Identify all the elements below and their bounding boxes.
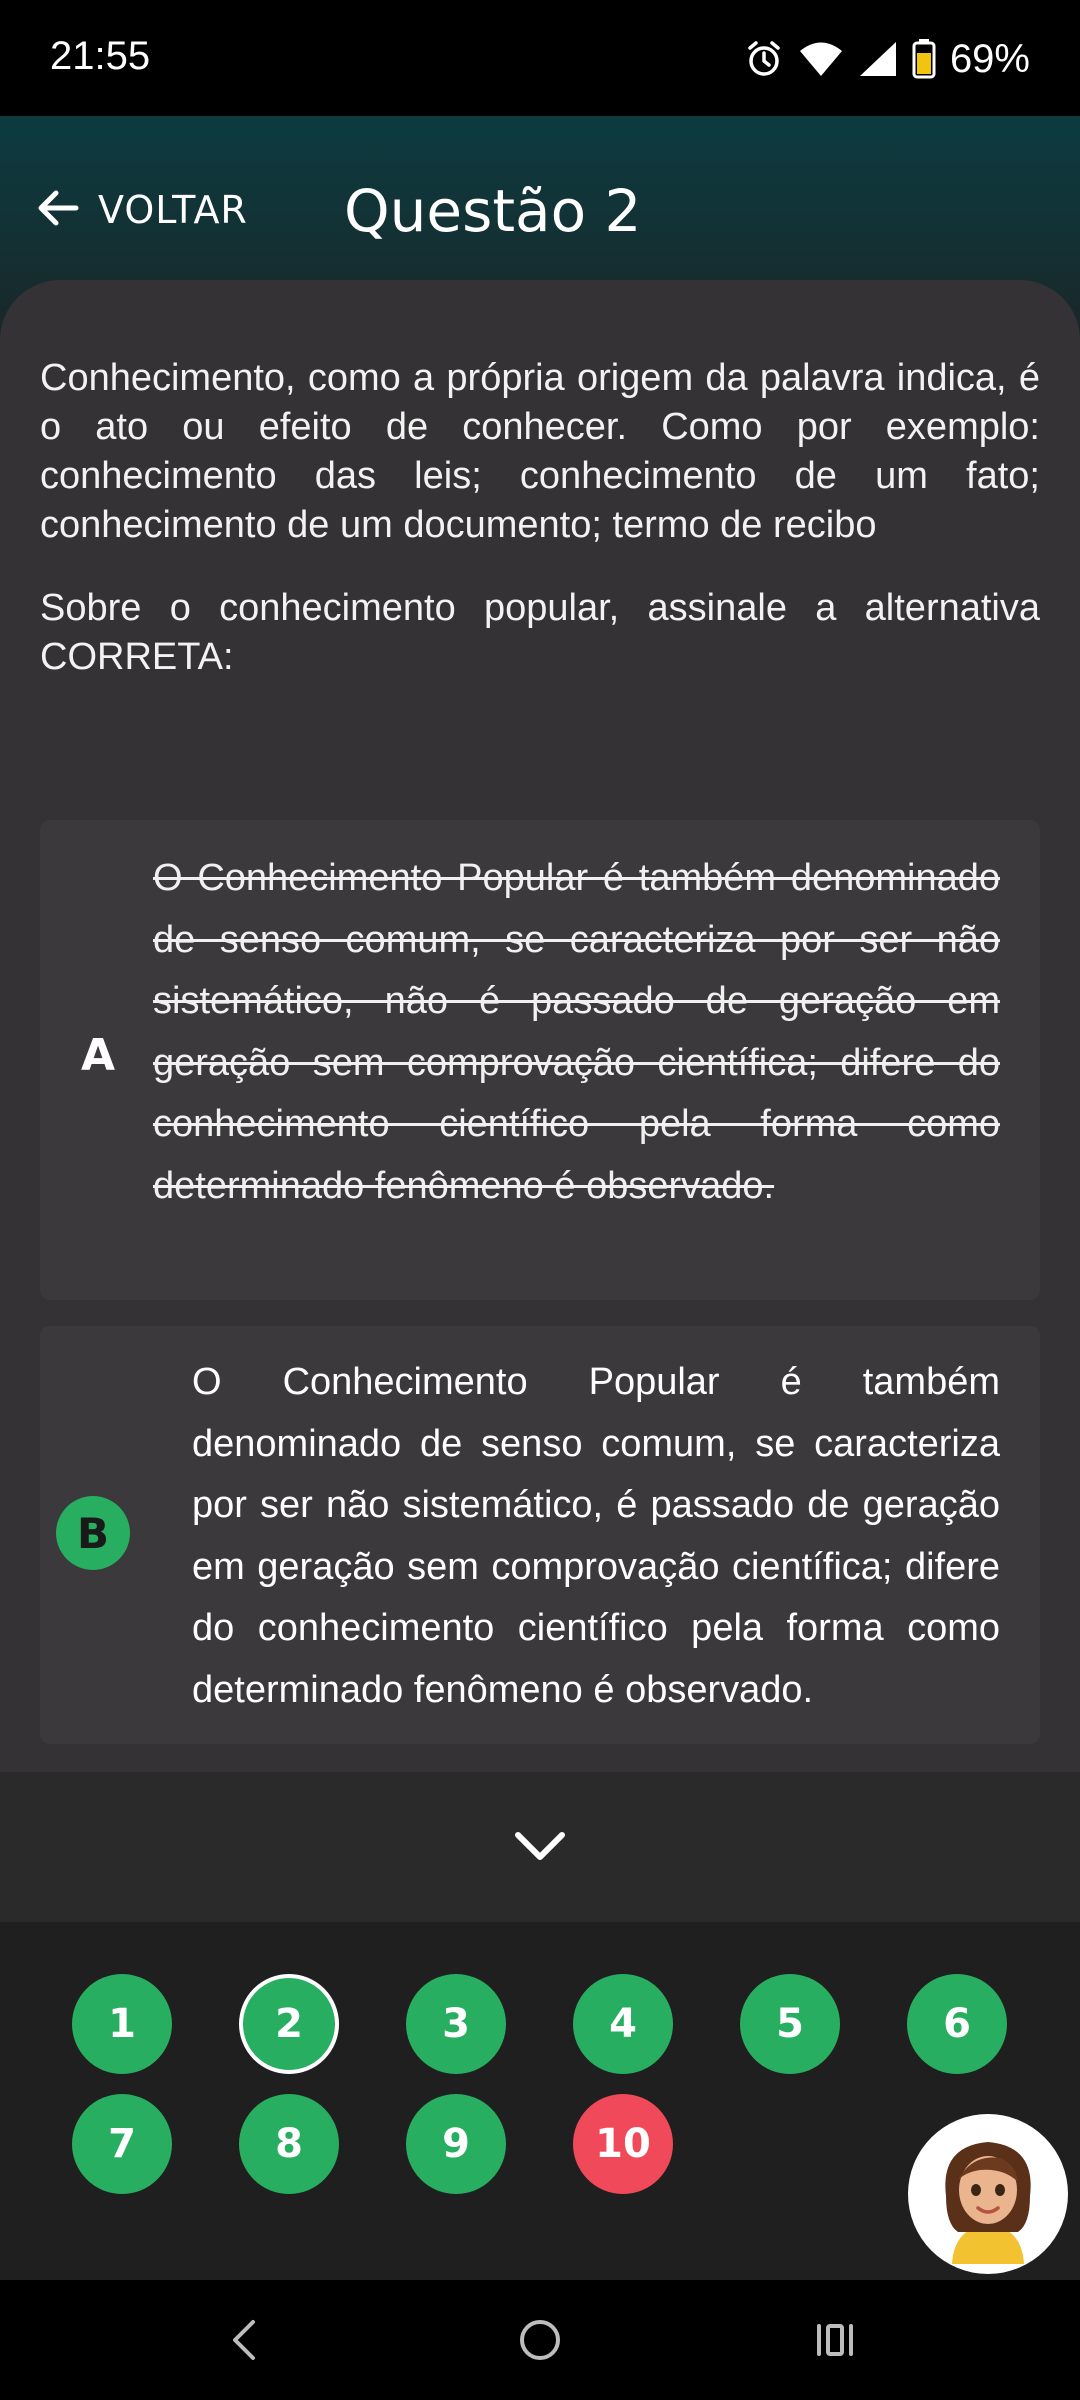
recents-icon	[813, 2320, 857, 2360]
question-paragraph: Conhecimento, como a própria origem da palavra indica, é o ato ou efeito de conhecer. Como por exemplo: conhecimento das leis; conhecimento de um fato; conhecimento de um documento; termo de recibo	[40, 357, 1040, 546]
question-card	[0, 280, 1080, 1780]
option-letter: A	[80, 1030, 116, 1081]
alarm-icon	[744, 39, 784, 79]
question-button-9[interactable]: 9	[406, 2094, 506, 2194]
question-button-1[interactable]: 1	[72, 1974, 172, 2074]
system-recents-button[interactable]	[805, 2310, 865, 2370]
back-label: VOLTAR	[98, 188, 248, 232]
arrow-left-icon	[36, 188, 80, 232]
system-back-button[interactable]	[215, 2310, 275, 2370]
signal-icon	[858, 40, 898, 78]
collapse-panel-button[interactable]	[0, 1772, 1080, 1922]
battery-percentage: 69%	[949, 36, 1030, 81]
status-bar	[0, 0, 1080, 116]
question-button-4[interactable]: 4	[573, 1974, 673, 2074]
option-a[interactable]	[40, 820, 1040, 1300]
chevron-left-icon	[225, 2318, 265, 2362]
battery-icon	[912, 39, 936, 79]
question-button-5[interactable]: 5	[740, 1974, 840, 2074]
question-prompt: Sobre o conhecimento popular, assinale a alternativa CORRETA:	[40, 587, 1040, 678]
status-time: 21:55	[50, 34, 151, 78]
assistant-avatar-button[interactable]	[908, 2114, 1068, 2274]
home-circle-icon	[518, 2318, 562, 2362]
wifi-icon	[798, 40, 844, 78]
assistant-avatar-icon	[918, 2124, 1058, 2264]
question-button-8[interactable]: 8	[239, 2094, 339, 2194]
page-title: Questão 2	[344, 177, 642, 245]
question-button-2[interactable]: 2	[239, 1974, 339, 2074]
system-home-button[interactable]	[510, 2310, 570, 2370]
option-letter-selected: B	[56, 1496, 130, 1570]
question-button-7[interactable]: 7	[72, 2094, 172, 2194]
status-icons	[744, 34, 1030, 84]
question-statement	[40, 354, 1040, 716]
system-navigation-bar	[0, 2280, 1080, 2400]
question-button-3[interactable]: 3	[406, 1974, 506, 2074]
option-text: O Conhecimento Popular é também denominado de senso comum, se caracteriza por ser não sistemático, é passado de geração em geração sem comprovação científica; difere do conhecimento científico pela forma como determinado fenômeno é observado.	[192, 1361, 1000, 1711]
chevron-down-icon	[512, 1827, 568, 1867]
option-b[interactable]	[40, 1326, 1040, 1744]
back-button[interactable]	[36, 162, 248, 258]
option-text: O Conhecimento Popular é também denominado de senso comum, se caracteriza por ser não sistemático, não é passado de geração em geração sem comprovação científica; difere do conhecimento científico pela forma como determinado fenômeno é observado.	[153, 857, 1000, 1207]
question-button-10[interactable]: 10	[573, 2094, 673, 2194]
question-button-6[interactable]: 6	[907, 1974, 1007, 2074]
